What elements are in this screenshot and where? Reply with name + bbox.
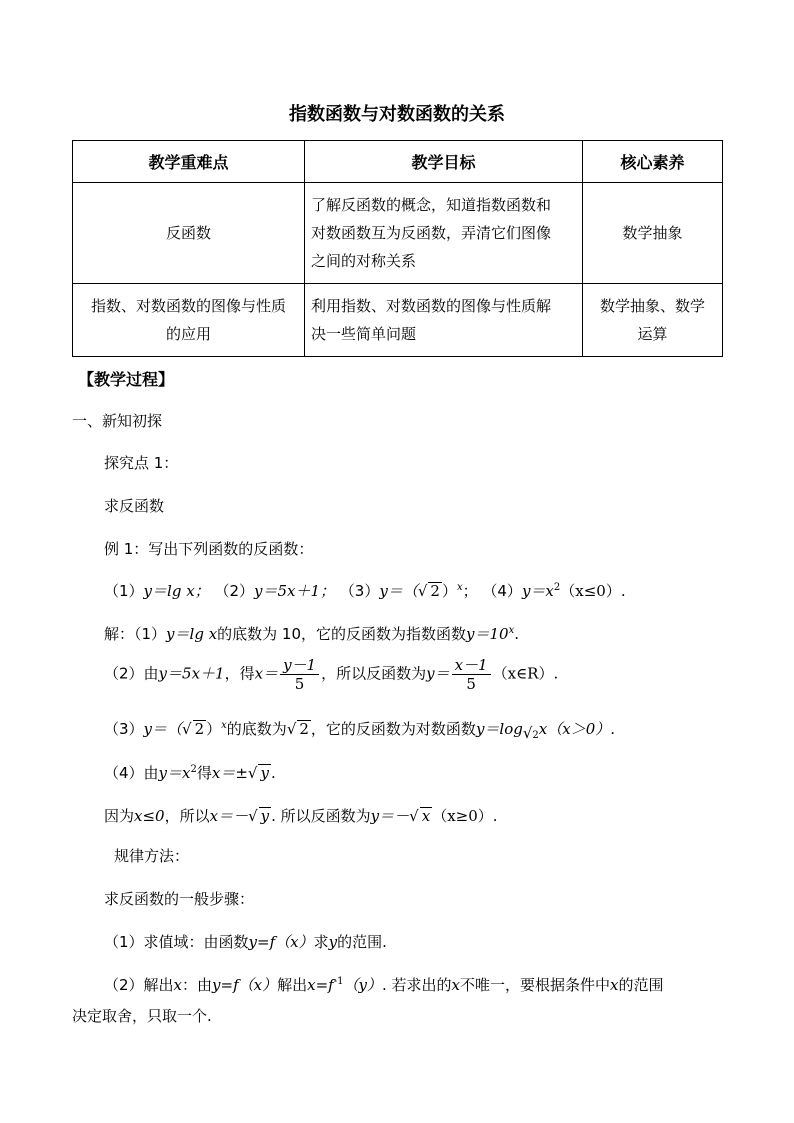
focus-cell: 反函数 <box>73 183 305 284</box>
literacy-cell: 数学抽象、数学 运算 <box>583 284 723 357</box>
step-2: （2）解出x：由y=f（x）解出$x=f^{-1}(y)$. 若求出的x不唯一，要根据条件中x的范围 <box>104 976 664 994</box>
focus-cell: 指数、对数函数的图像与性质 的应用 <box>73 284 305 357</box>
steps-intro: 求反函数的一般步骤： <box>104 890 255 908</box>
goal-cell: 了解反函数的概念，知道指数函数和 对数函数互为反函数，弄清它们图像 之间的对称关系 <box>305 183 583 284</box>
example-items: （1）y＝lg x； （2）y＝5x＋1； （3）y＝（√ 2 ）$^x$； $(4)y=x^2(x\le 0)$. <box>104 582 626 600</box>
table-header-row <box>73 141 723 183</box>
section-heading: 一、新知初探 <box>72 412 163 430</box>
table-row <box>73 183 723 284</box>
step-1: （1）求值域：由函数y=f（x）求y的范围. <box>104 933 387 951</box>
explore-point: 探究点 1： <box>104 454 179 472</box>
literacy-cell: 数学抽象 <box>583 183 723 284</box>
process-heading: 【教学过程】 <box>78 370 175 389</box>
header-literacy: 核心素养 <box>583 141 723 183</box>
goal-cell: 利用指数、对数函数的图像与性质解 决一些简单问题 <box>305 284 583 357</box>
solution-line-2: （2）由y＝5x＋1，得x＝ $\frac{y-1}{5}$ ，所以反函数为y＝ $\frac{x-1}{5}$ （x∈R）. <box>104 656 559 693</box>
solution-line-4: （4）由$y=x^2$得x＝±√ y . <box>104 764 276 782</box>
teaching-goals-table <box>72 140 723 357</box>
header-goal: 教学目标 <box>305 141 583 183</box>
solution-line-5: 因为x≤0，所以x＝－√ y . 所以反函数为y＝－√ x （x≥0）. <box>104 807 498 825</box>
solution-line-1: 解：（1）y＝lg x的底数为 10，它的反函数为指数函数$y=10^x$. <box>104 625 519 643</box>
step-2-continued: 决定取舍，只取一个. <box>72 1007 212 1025</box>
solution-line-3: （3）y＝（√ 2 ）$^x$的底数为√ 2 ，它的反函数为对数函数$y=\log_{√2}x(x>0)$. <box>104 720 616 742</box>
topic-heading: 求反函数 <box>104 497 165 515</box>
table-row <box>73 284 723 357</box>
page-title: 指数函数与对数函数的关系 <box>289 104 505 125</box>
example-intro: 例 1：写出下列函数的反函数： <box>104 540 314 558</box>
method-heading: 规律方法： <box>114 847 190 865</box>
header-focus: 教学重难点 <box>73 141 305 183</box>
